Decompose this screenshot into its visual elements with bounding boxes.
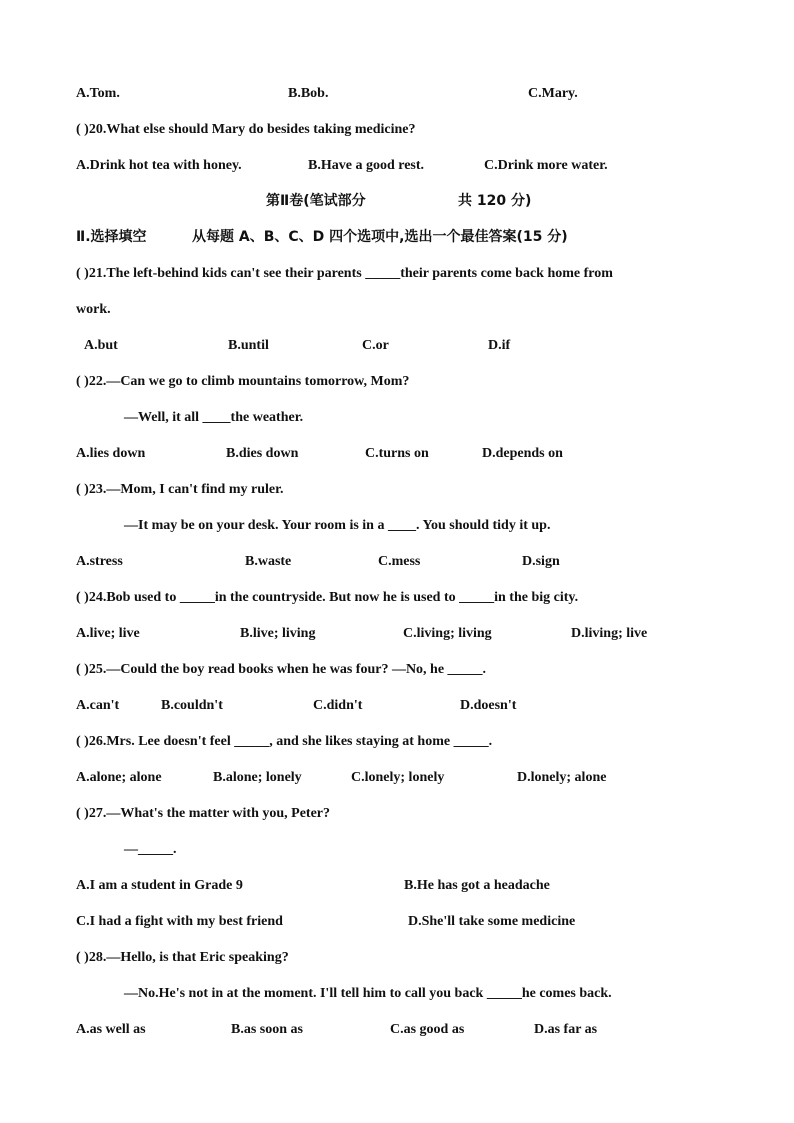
q23-option-a: A.stress [76,554,123,569]
q22-reply: —Well, it all ____the weather. [124,410,304,425]
q26-option-b: B.alone; lonely [213,770,302,785]
q19-option-c: C.Mary. [528,86,578,101]
q21-stem-line2: work. [76,302,111,317]
q26-option-c: C.lonely; lonely [351,770,445,785]
q24-options [76,623,734,645]
q28-option-d: D.as far as [534,1022,598,1037]
q28-option-b: B.as soon as [231,1022,303,1037]
q20-option-a: A.Drink hot tea with honey. [76,158,242,173]
q26-option-a: A.alone; alone [76,770,162,785]
q27-option-c: C.I had a fight with my best friend [76,914,283,929]
q27-option-d: D.She'll take some medicine [408,914,576,929]
q27-options-row2 [76,911,734,933]
q25-option-a: A.can't [76,698,120,713]
part2-header-left: 第Ⅱ卷(笔试部分 [266,193,366,209]
q21-option-c: C.or [362,338,389,353]
q21-option-b: B.until [228,338,269,353]
q25-option-c: C.didn't [313,698,363,713]
q24-option-a: A.live; live [76,626,140,641]
q28-option-c: C.as good as [390,1022,465,1037]
q28-option-a: A.as well as [76,1022,146,1037]
q25-options [76,695,734,717]
q24-option-b: B.live; living [240,626,316,641]
q22-option-b: B.dies down [226,446,299,461]
q22-options [76,443,734,465]
q28-stem: ( )28.—Hello, is that Eric speaking? [76,950,289,965]
q23-option-c: C.mess [378,554,421,569]
q24-stem: ( )24.Bob used to _____in the countryside. But now he is used to _____in the big city. [76,590,579,605]
q19-options [76,83,734,105]
q26-options [76,767,734,789]
q21-option-a: A.but [84,338,118,353]
q27-stem: ( )27.—What's the matter with you, Peter? [76,806,331,821]
q21-options [76,335,734,357]
q25-option-d: D.doesn't [460,698,517,713]
q20-stem: ( )20.What else should Mary do besides taking medicine? [76,122,416,137]
q19-option-a: A.Tom. [76,86,120,101]
q27-option-b: B.He has got a headache [404,878,550,893]
q21-option-d: D.if [488,338,511,353]
q23-reply: —It may be on your desk. Your room is in a ____. You should tidy it up. [124,518,551,533]
q22-option-a: A.lies down [76,446,146,461]
q19-option-b: B.Bob. [288,86,329,101]
q27-options-row1 [76,875,734,897]
q26-option-d: D.lonely; alone [517,770,607,785]
q23-options [76,551,734,573]
q25-stem: ( )25.—Could the boy read books when he was four? —No, he _____. [76,662,487,677]
q20-options [76,155,734,177]
q28-reply: —No.He's not in at the moment. I'll tell him to call you back _____he comes back. [124,986,612,1001]
section2-title: Ⅱ.选择填空 [76,229,147,245]
q23-option-d: D.sign [522,554,560,569]
q20-option-b: B.Have a good rest. [308,158,425,173]
part2-header [76,190,734,212]
section2-instruction: 从每题 A、B、C、D 四个选项中,选出一个最佳答案(15 分) [192,229,568,245]
q27-reply: —_____. [124,842,177,857]
q23-stem: ( )23.—Mom, I can't find my ruler. [76,482,284,497]
q25-option-b: B.couldn't [161,698,223,713]
q24-option-c: C.living; living [403,626,492,641]
section2-heading [76,226,734,248]
q24-option-d: D.living; live [571,626,648,641]
q28-options [76,1019,734,1041]
q22-stem: ( )22.—Can we go to climb mountains tomorrow, Mom? [76,374,410,389]
q22-option-c: C.turns on [365,446,429,461]
q27-option-a: A.I am a student in Grade 9 [76,878,243,893]
part2-header-right: 共 120 分) [458,193,532,209]
q21-stem-line1: ( )21.The left-behind kids can't see their parents _____their parents come back home from [76,266,613,281]
q26-stem: ( )26.Mrs. Lee doesn't feel _____, and she likes staying at home _____. [76,734,493,749]
q20-option-c: C.Drink more water. [484,158,608,173]
q23-option-b: B.waste [245,554,292,569]
q22-option-d: D.depends on [482,446,563,461]
